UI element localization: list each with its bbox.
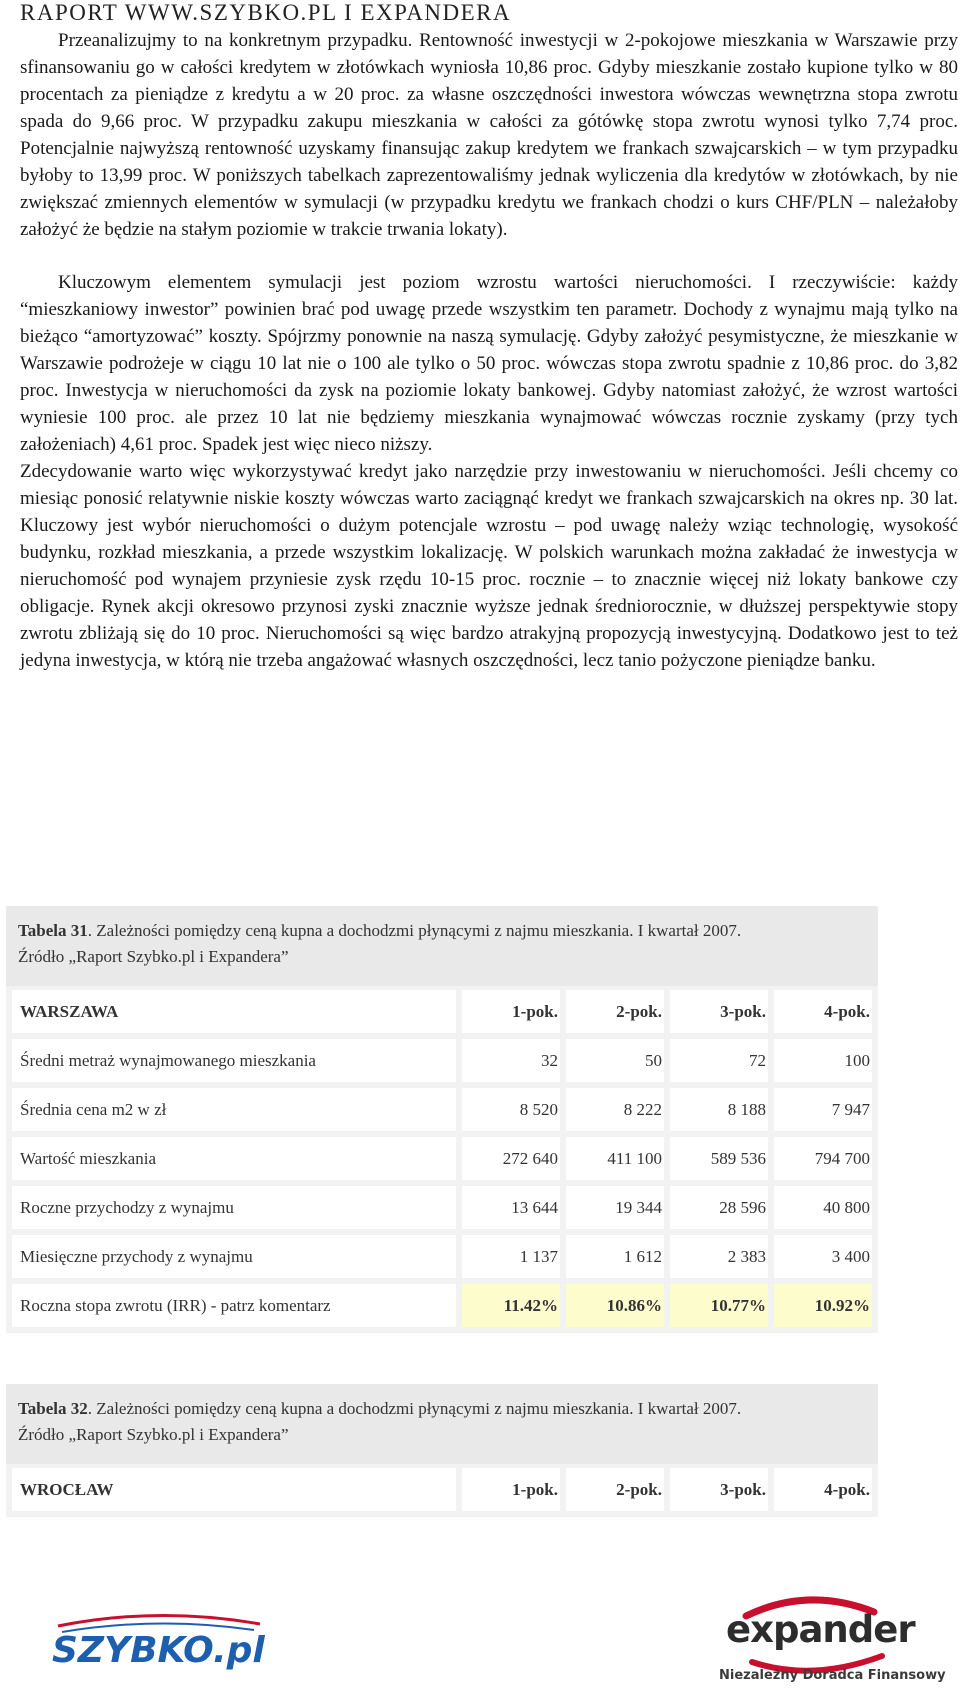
table-cell: 28 596 [670,1186,768,1229]
paragraph-2: Kluczowym elementem symulacji jest poziom wzrostu wartości nieruchomości. I rzeczywiście: każdy “mieszkaniowy inwestor” powinien brać pod uwagę przede wszystkim ten parametr. Dochody z wynajmu mają tylko na bieżąco “amortyzować” koszty. Spójrzmy ponownie na naszą symulację. Gdyby założyć pesymistyczne, że mieszkanie w Warszawie podrożeje w ciągu 10 lat nie o 100 ale tylko o 50 proc. wówczas stopa zwrotu spadnie z 10,86 proc. do 3,82 proc. Inwestycja w nieruchomości da zysk na poziomie lokaty bankowej. Gdyby natomiast założyć, że wzrost wartości wyniesie 100 proc. ale przez 10 lat nie będziemy mieszkania wynajmować wówczas rocznie zyskamy (przy tych założeniach) 4,61 proc. Spadek jest więc nieco niższy. [20,272,958,455]
table-cell: 2 383 [670,1235,768,1278]
page-header: RAPORT WWW.SZYBKO.PL I EXPANDERA [20,0,512,25]
table-row-irr [12,1284,872,1327]
table-31-caption-label: Tabela 31 [18,921,88,940]
table-32-caption-label: Tabela 32 [18,1399,88,1418]
table-row-header [12,990,872,1033]
table-32-grid [6,1462,878,1517]
table-header-col: 1-pok. [462,990,560,1033]
table-cell-label: Roczne przychodzy z wynajmu [12,1186,456,1229]
table-cell: 272 640 [462,1137,560,1180]
table-cell-label: Średnia cena m2 w zł [12,1088,456,1131]
table-cell-label: Roczna stopa zwrotu (IRR) - patrz komentarz [12,1284,456,1327]
table-cell: 13 644 [462,1186,560,1229]
table-cell-highlight: 11.42% [462,1284,560,1327]
expander-tagline: Niezależny Doradca Finansowy [719,1668,946,1683]
table-cell-label: Wartość mieszkania [12,1137,456,1180]
table-cell: 50 [566,1039,664,1082]
table-cell: 100 [774,1039,872,1082]
table-cell: 1 137 [462,1235,560,1278]
szybko-logo-graphic [48,1612,268,1672]
table-31-caption-text: . Zależności pomiędzy ceną kupna a dochodzmi płynącymi z najmu mieszkania. I kwartał 2007. [87,921,742,940]
table-row [12,1235,872,1278]
table-header-city: WROCŁAW [12,1468,456,1511]
table-31-caption [6,906,878,986]
expander-logo-text: expander [726,1608,915,1651]
table-cell-label: Miesięczne przychody z wynajmu [12,1235,456,1278]
table-cell: 32 [462,1039,560,1082]
table-header-col: 2-pok. [566,990,664,1033]
paragraph-1: Przeanalizujmy to na konkretnym przypadku. Rentowność inwestycji w 2-pokojowe mieszkania w Warszawie przy sfinansowaniu go w całości kredytem w złotówkach wyniosła 10,86 proc. Gdyby mieszkanie zostało kupione tylko w 80 procentach za pieniądze z kredytu a w 20 proc. za własne oszczędności inwestora wówczas wewnętrzna stopa zwrotu spada do 9,66 proc. W przypadku zakupu mieszkania w całości za gótówkę stopa zwrotu wynosi tylko 7,74 proc. Potencjalnie najwyższą rentowność uzyskamy finansując zakup kredytem we frankach szwajcarskich – w tym przypadku byłoby to 13,99 proc. W poniższych tabelkach zaprezentowaliśmy jednak wyliczenia dla kredytów w złotówkach, by nie zwiększać zmiennych elementów w symulacji (w przypadku kredytu we frankach chodzi o kurs CHF/PLN – należałoby założyć że będzie na stałym poziomie w trakcie trwania lokaty). [20,30,958,240]
table-cell: 589 536 [670,1137,768,1180]
table-cell: 8 520 [462,1088,560,1131]
table-31-caption-source: Źródło „Raport Szybko.pl i Expandera” [18,947,289,966]
table-32 [6,1384,878,1517]
table-cell: 72 [670,1039,768,1082]
table-32-caption-text: . Zależności pomiędzy ceną kupna a dochodzmi płynącymi z najmu mieszkania. I kwartał 2007. [87,1399,742,1418]
table-cell: 8 188 [670,1088,768,1131]
szybko-logo-text: SZYBKO.pl [52,1630,265,1671]
table-header-col: 4-pok. [774,990,872,1033]
article-body [20,27,958,674]
table-header-col: 1-pok. [462,1468,560,1511]
table-cell-label: Średni metraż wynajmowanego mieszkania [12,1039,456,1082]
table-cell: 7 947 [774,1088,872,1131]
table-cell: 411 100 [566,1137,664,1180]
table-header-col: 3-pok. [670,990,768,1033]
expander-logo [712,1590,946,1700]
table-cell: 794 700 [774,1137,872,1180]
table-31 [6,906,878,1333]
table-row [12,1039,872,1082]
table-cell: 40 800 [774,1186,872,1229]
table-row [12,1137,872,1180]
table-32-caption [6,1384,878,1464]
table-header-col: 3-pok. [670,1468,768,1511]
table-cell-highlight: 10.77% [670,1284,768,1327]
table-cell-highlight: 10.86% [566,1284,664,1327]
table-cell-highlight: 10.92% [774,1284,872,1327]
table-cell: 8 222 [566,1088,664,1131]
table-header-col: 2-pok. [566,1468,664,1511]
paragraph-3: Zdecydowanie warto więc wykorzystywać kredyt jako narzędzie przy inwestowaniu w nieruchomości. Jeśli chcemy co miesiąc ponosić relatywnie niskie koszty wówczas warto zaciągnąć kredyt we frankach szwajcarskich na okres np. 30 lat. Kluczowy jest wybór nieruchomości o dużym potencjale wzrostu – pod uwagę należy wziąc technologię, wysokość budynku, rozkład mieszkania, a przede wszystkim lokalizację. W polskich warunkach można zakładać że inwestycja w nieruchomość pod wynajem przyniesie zysk rzędu 10-15 proc. rocznie – to znacznie więcej niż lokaty bankowe czy obligacje. Rynek akcji okresowo przynosi zyski znacznie wyższe jednak średniorocznie, w dłuższej perspektywie stopy zwrotu zbliżają się do 10 proc. Nieruchomości są więc bardzo atrakyjną propozycją inwestycyjną. Dodatkowo jest to też jedyna inwestycja, w którą nie trzeba angażować własnych oszczędności, lecz tanio pożyczone pieniądze banku. [20,461,958,671]
table-header-city: WARSZAWA [12,990,456,1033]
table-row-header [12,1468,872,1511]
table-cell: 19 344 [566,1186,664,1229]
table-row [12,1186,872,1229]
table-cell: 3 400 [774,1235,872,1278]
szybko-logo [48,1612,268,1672]
table-cell: 1 612 [566,1235,664,1278]
table-32-caption-source: Źródło „Raport Szybko.pl i Expandera” [18,1425,289,1444]
table-header-col: 4-pok. [774,1468,872,1511]
table-31-grid [6,984,878,1333]
table-row [12,1088,872,1131]
